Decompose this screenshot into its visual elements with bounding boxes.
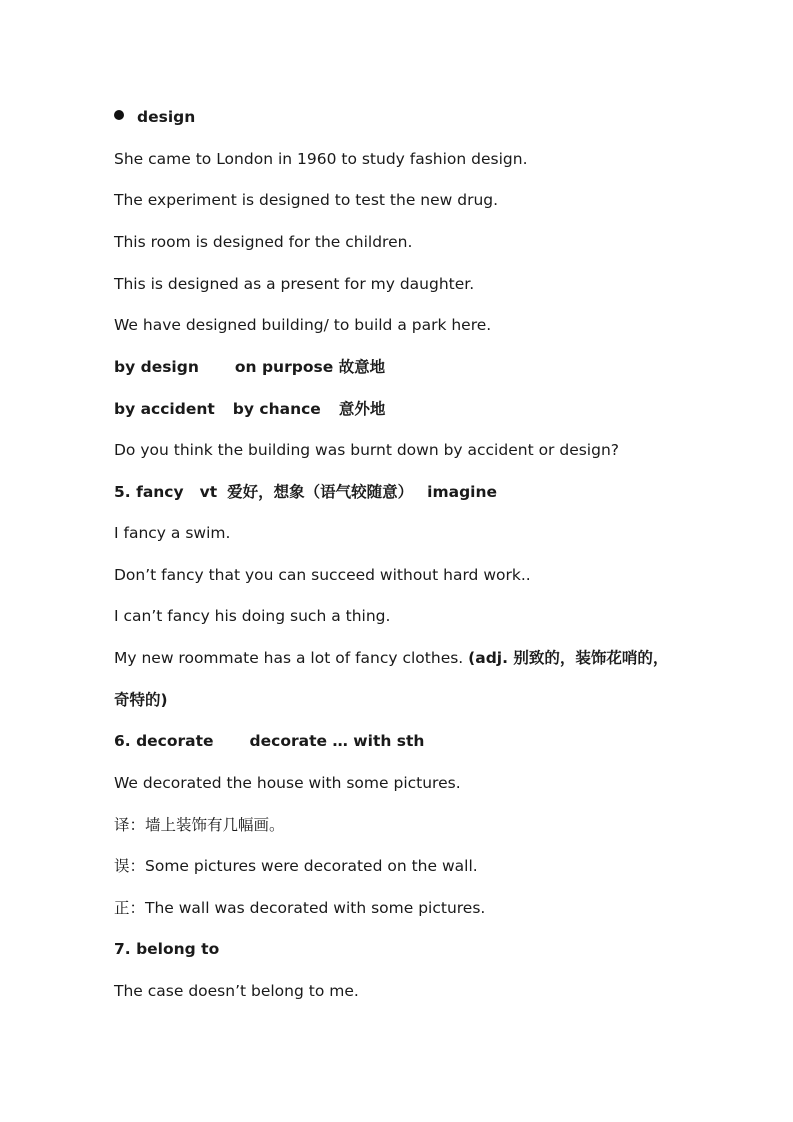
heading-belong-to: 7. belong to [114,940,220,958]
phrase-by-accident: by accident [114,400,215,418]
example-sentence: I can’t fancy his doing such a thing. [114,607,391,625]
bullet-dot [114,110,124,120]
phrase-meaning: 意外地 [338,400,386,418]
phrase-by-design: by design [114,358,199,376]
correct-example: 正：The wall was decorated with some pictures. [114,899,486,917]
example-sentence: I fancy a swim. [114,524,231,542]
phrase-line [114,399,385,419]
adjective-note: (adj. 别致的，装饰花哨的， [468,649,669,667]
phrase-on-purpose: on purpose 故意地 [234,358,386,376]
example-sentence: Do you think the building was burnt down by accident or design? [114,441,619,459]
example-sentence: The case doesn’t belong to me. [114,982,359,1000]
phrase-decorate-with: decorate … with sth [249,732,425,750]
example-sentence: We decorated the house with some pictures. [114,774,461,792]
heading-fancy [114,482,497,502]
term-fancy: 5. fancy [114,483,184,501]
sentence-text: My new roommate has a lot of fancy clothes. [114,649,464,667]
example-sentence: We have designed building/ to build a park here. [114,316,492,334]
example-sentence [114,648,668,668]
term-meaning: 爱好，想象（语气较随意） [227,483,414,501]
example-sentence: The experiment is designed to test the new drug. [114,191,499,209]
translation-line: 译：墙上装饰有几幅画。 [114,816,285,834]
adjective-note-continued: 奇特的) [114,691,168,709]
example-sentence: This room is designed for the children. [114,233,413,251]
phrase-line [114,357,385,377]
example-sentence: She came to London in 1960 to study fashion design. [114,150,528,168]
wrong-example: 误：Some pictures were decorated on the wall. [114,857,478,875]
example-sentence: Don’t fancy that you can succeed without hard work.. [114,566,531,584]
heading-design: design [137,108,196,126]
synonym: imagine [427,483,498,501]
term-decorate: 6. decorate [114,732,214,750]
example-sentence: This is designed as a present for my daughter. [114,275,475,293]
phrase-by-chance: by chance [232,400,321,418]
heading-decorate [114,731,424,751]
part-of-speech: vt [199,483,218,501]
